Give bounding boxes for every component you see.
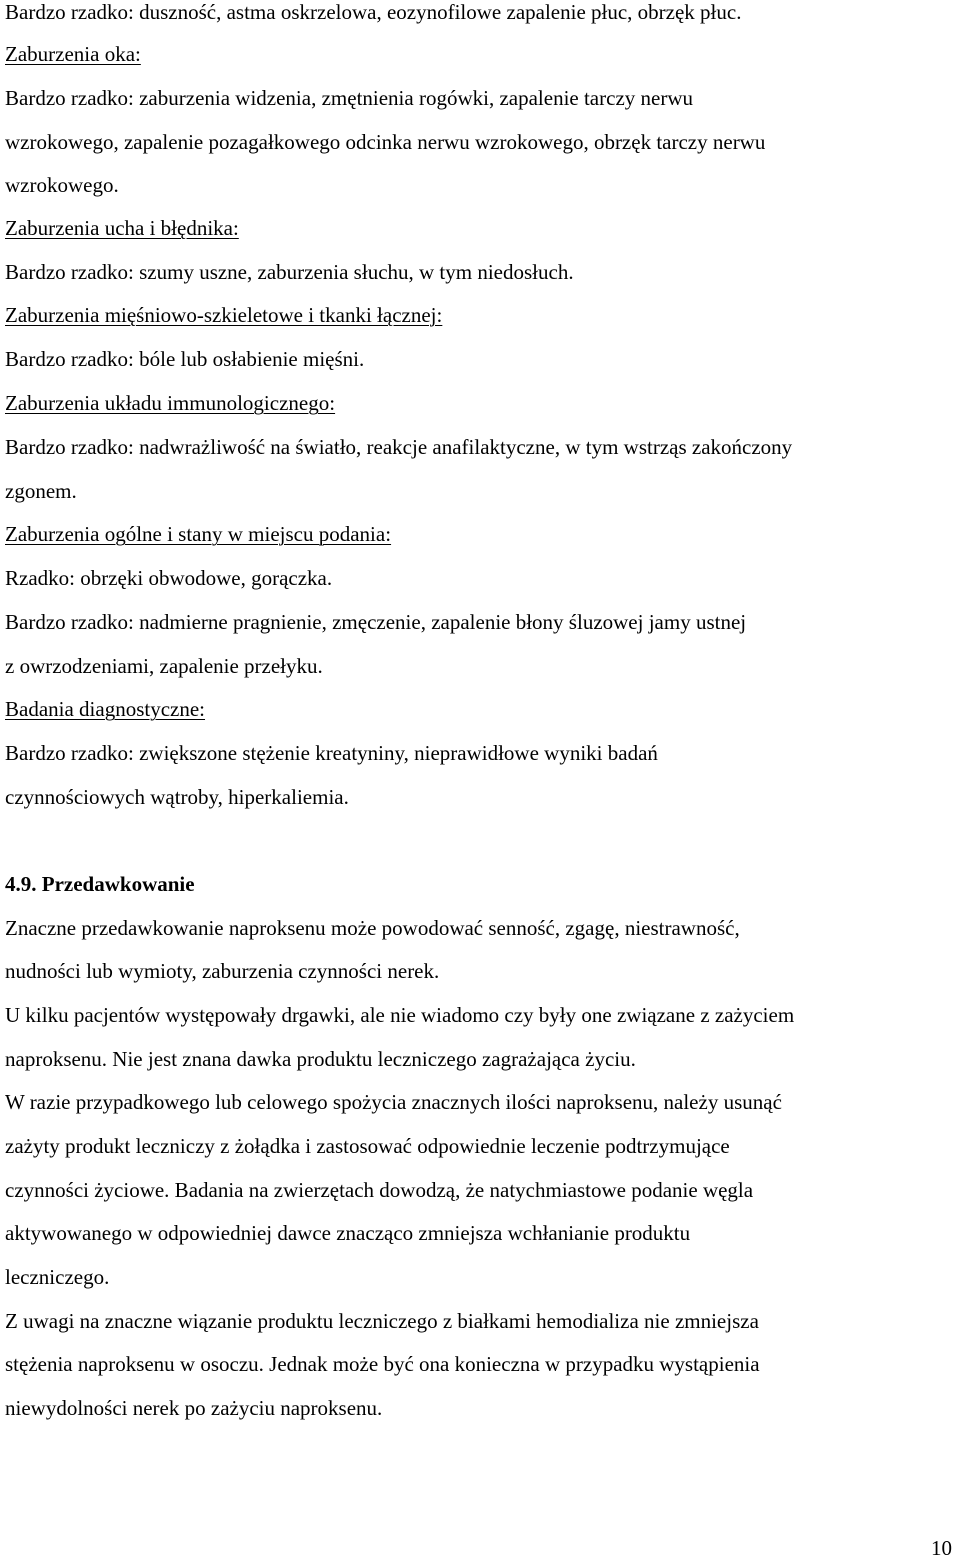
text-line: Rzadko: obrzęki obwodowe, gorączka. (5, 566, 333, 590)
text-line: leczniczego. (5, 1265, 110, 1289)
section-heading-immune-disorders: Zaburzenia układu immunologicznego: (5, 391, 336, 415)
text-line: naproksenu. Nie jest znana dawka produktu leczniczego zagrażająca życiu. (5, 1047, 636, 1071)
text-line: wzrokowego, zapalenie pozagałkowego odcinka nerwu wzrokowego, obrzęk tarczy nerwu (5, 130, 766, 154)
text-line: Bardzo rzadko: zaburzenia widzenia, zmętnienia rogówki, zapalenie tarczy nerwu (5, 86, 693, 110)
text-line: Bardzo rzadko: zwiększone stężenie kreatyniny, nieprawidłowe wyniki badań (5, 741, 658, 765)
text-line: nudności lub wymioty, zaburzenia czynności nerek. (5, 959, 440, 983)
text-line: Bardzo rzadko: nadwrażliwość na światło, reakcje anafilaktyczne, w tym wstrząs zakończony (5, 435, 793, 459)
text-line: czynności życiowe. Badania na zwierzętach dowodzą, że natychmiastowe podanie węgla (5, 1178, 754, 1202)
text-line: Bardzo rzadko: bóle lub osłabienie mięśni. (5, 347, 365, 371)
text-line: U kilku pacjentów występowały drgawki, ale nie wiadomo czy były one związane z zażyciem (5, 1003, 795, 1027)
text-line: Bardzo rzadko: nadmierne pragnienie, zmęczenie, zapalenie błony śluzowej jamy ustnej (5, 610, 747, 634)
text-line: Bardzo rzadko: duszność, astma oskrzelowa, eozynofilowe zapalenie płuc, obrzęk płuc. (5, 0, 742, 24)
text-line: niewydolności nerek po zażyciu naproksenu. (5, 1396, 383, 1420)
text-line: Bardzo rzadko: szumy uszne, zaburzenia słuchu, w tym niedosłuch. (5, 260, 574, 284)
text-line: Znaczne przedawkowanie naproksenu może powodować senność, zgagę, niestrawność, (5, 916, 740, 940)
text-line: Z uwagi na znaczne wiązanie produktu leczniczego z białkami hemodializa nie zmniejsza (5, 1309, 759, 1333)
text-line: z owrzodzeniami, zapalenie przełyku. (5, 654, 323, 678)
section-heading-overdose: 4.9. Przedawkowanie (5, 872, 195, 896)
text-line: wzrokowego. (5, 173, 119, 197)
text-line: stężenia naproksenu w osoczu. Jednak może być ona konieczna w przypadku wystąpienia (5, 1352, 760, 1376)
text-line: zgonem. (5, 479, 77, 503)
text-line: W razie przypadkowego lub celowego spożycia znacznych ilości naproksenu, należy usunąć (5, 1090, 782, 1114)
text-line: zażyty produkt leczniczy z żołądka i zastosować odpowiednie leczenie podtrzymujące (5, 1134, 730, 1158)
page-number: 10 (931, 1536, 952, 1560)
section-heading-ear-disorders: Zaburzenia ucha i błędnika: (5, 216, 239, 240)
text-line: czynnościowych wątroby, hiperkaliemia. (5, 785, 349, 809)
section-heading-eye-disorders: Zaburzenia oka: (5, 42, 141, 66)
section-heading-investigations: Badania diagnostyczne: (5, 697, 206, 721)
section-heading-general-disorders: Zaburzenia ogólne i stany w miejscu podania: (5, 522, 392, 546)
section-heading-musculoskeletal-disorders: Zaburzenia mięśniowo-szkieletowe i tkanki łącznej: (5, 303, 443, 327)
text-line: aktywowanego w odpowiedniej dawce znacząco zmniejsza wchłanianie produktu (5, 1221, 691, 1245)
